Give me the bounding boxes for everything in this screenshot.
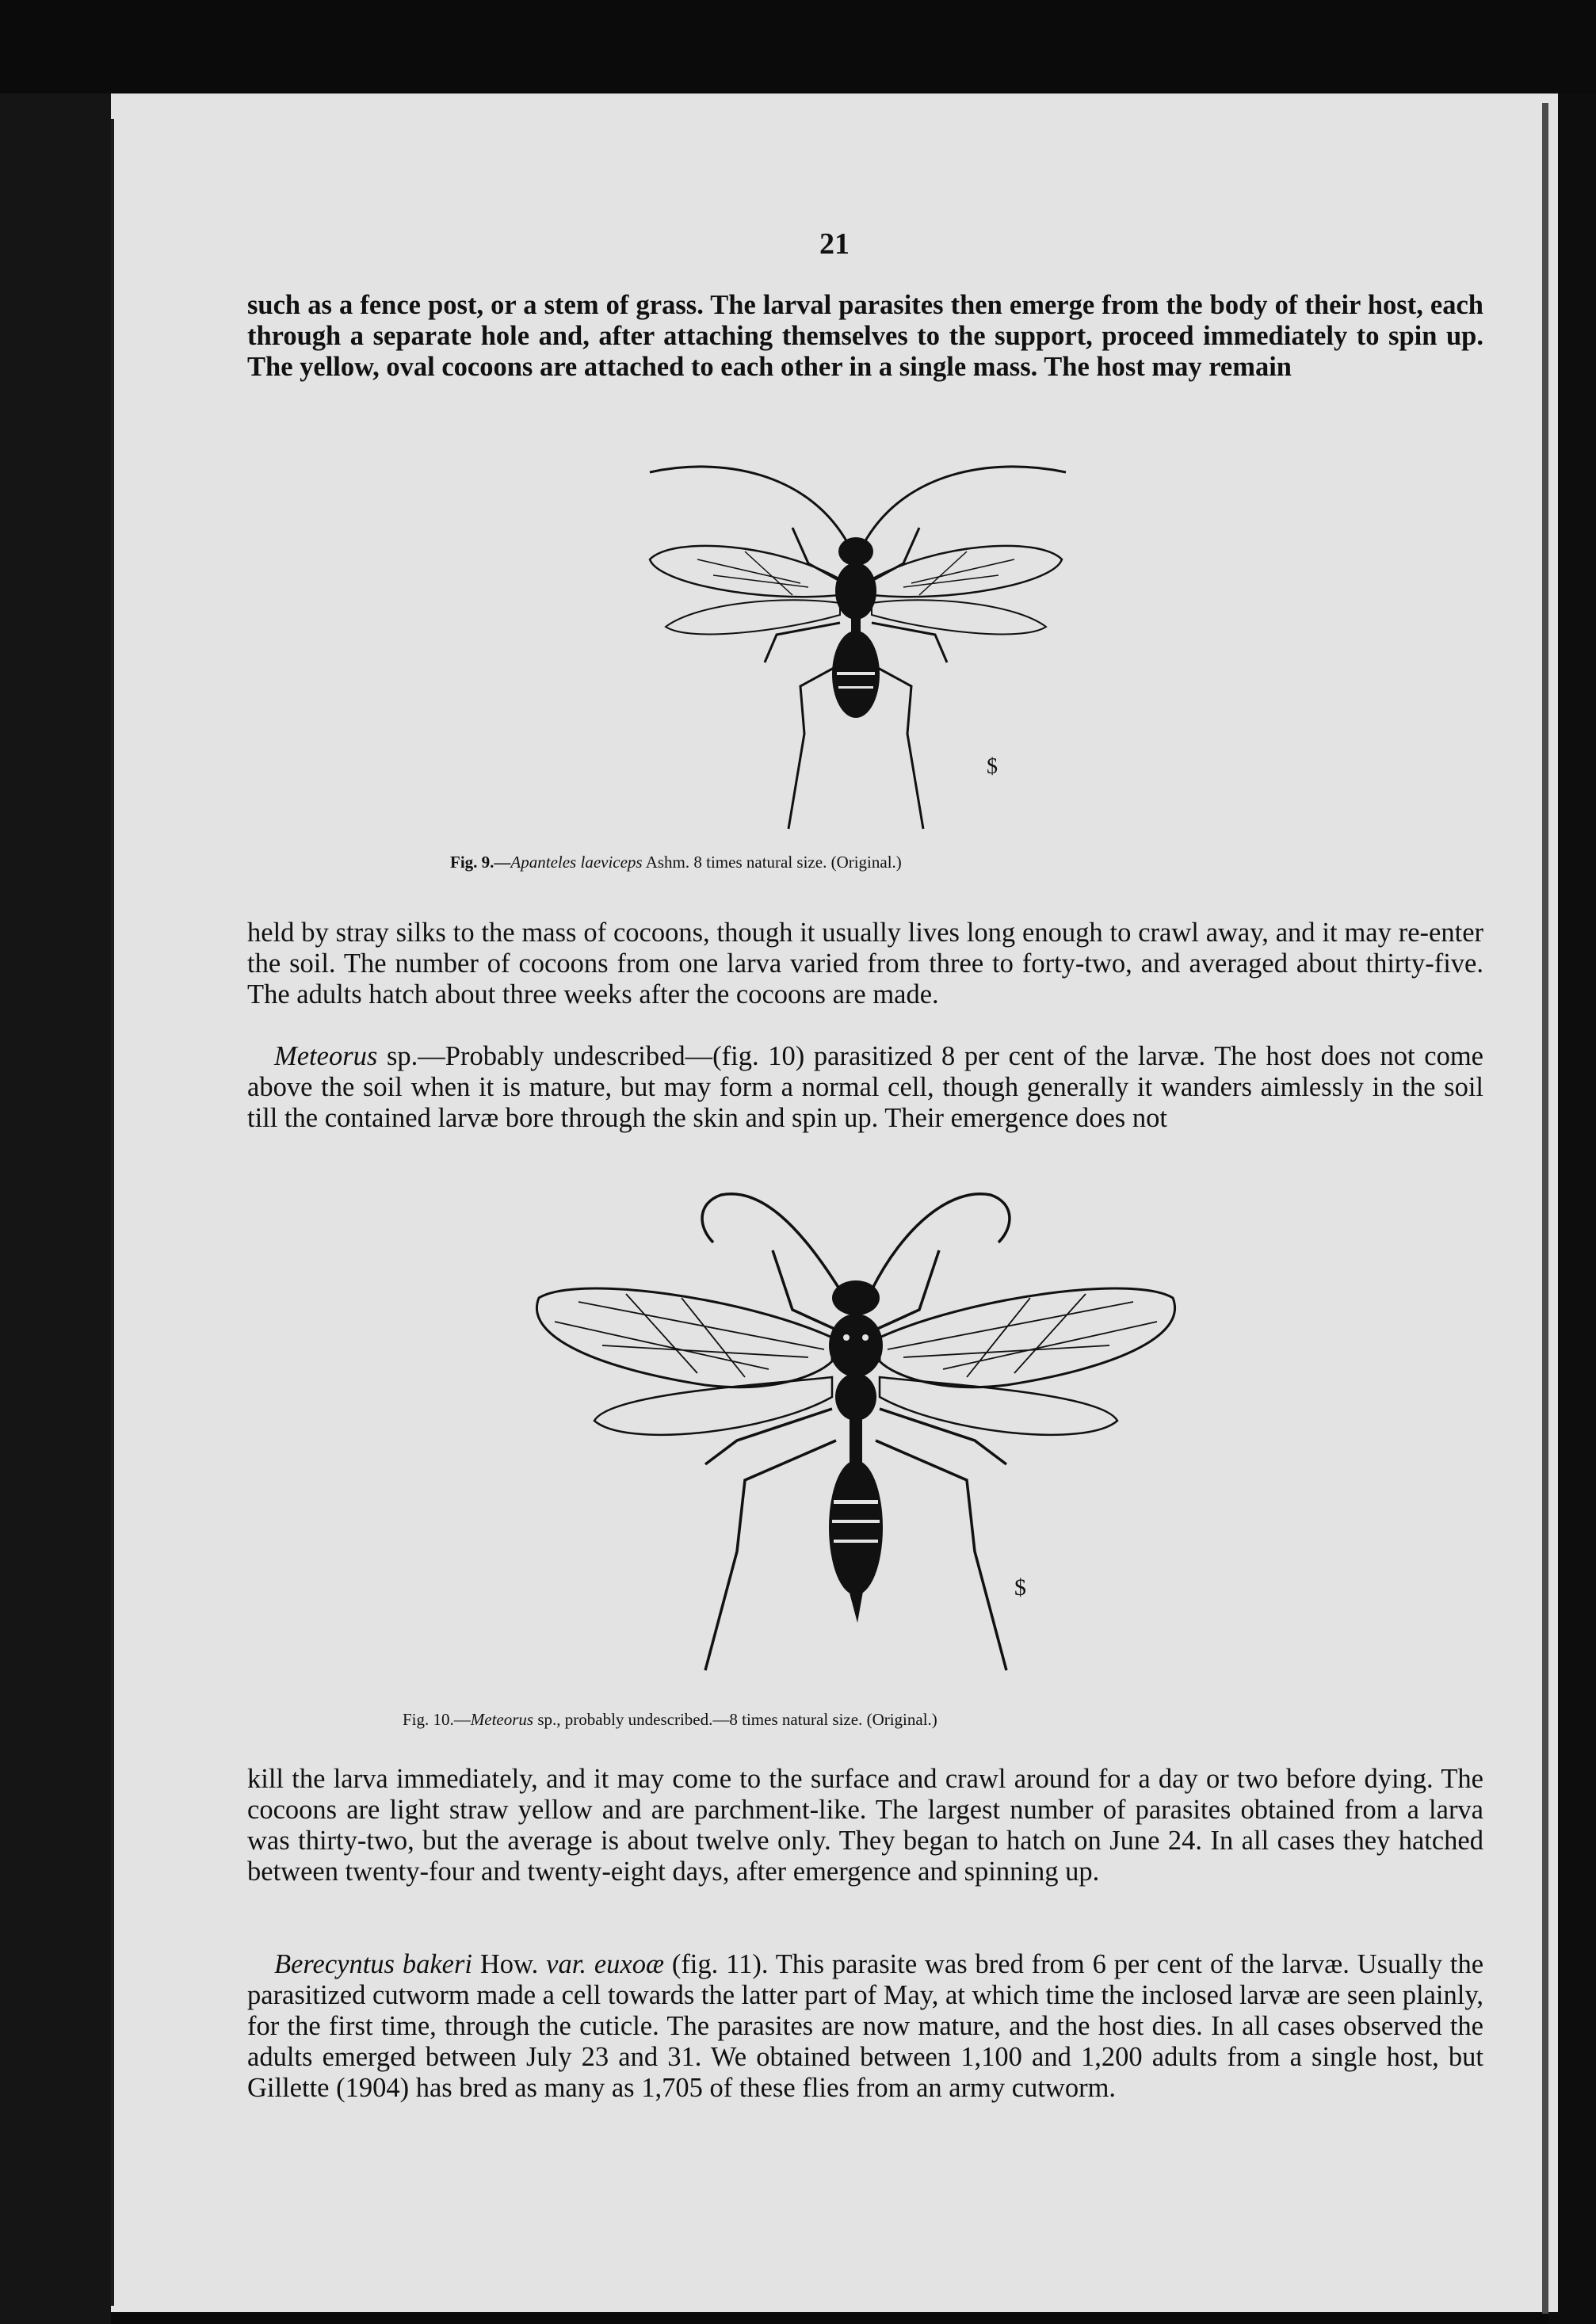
scan-top-border xyxy=(0,0,1596,93)
variety-name: var. euxoæ xyxy=(546,1949,664,1979)
fig9-wasp-illustration xyxy=(602,425,1109,845)
fig10-wasp-illustration xyxy=(507,1179,1205,1686)
author-abbrev: How. xyxy=(472,1949,547,1979)
fig10-caption xyxy=(403,1710,937,1730)
bottom-paragraph-2 xyxy=(247,1949,1483,2104)
middle-paragraph-2-text: sp.—Probably undescribed—(fig. 10) parasitized 8 per cent of the larvæ. The host does not come above the soil when it is mature, but may form a normal cell, though generally it wanders aimlessly in the soil till the contained larvæ bore through the skin and spin up. Their emergence does not xyxy=(247,1041,1483,1133)
fig10-label: Fig. 10.— xyxy=(403,1710,471,1729)
bottom-paragraph-2-text: (fig. 11). This parasite was bred from 6 per cent of the larvæ. Usually the parasitized cutworm made a cell towards the latter part of May, at which time the inclosed larvæ are seen plainly, for the first time, through the cuticle. The parasites are now mature, and the host dies. In all cases observed the adults emerged between July 23 and 31. We obtained between 1,100 and 1,200 adults from a single host, but Gillette (1904) has bred as many as 1,705 of these flies from an army cutworm. xyxy=(247,1949,1484,2103)
page-left-edge xyxy=(111,119,114,2306)
page-right-edge xyxy=(1542,103,1548,2314)
fig9-caption xyxy=(450,853,902,872)
svg-text:$: $ xyxy=(987,754,998,779)
bottom-paragraph-1: kill the larva immediately, and it may come to the surface and crawl around for a day or two before dying. The cocoons are light straw yellow and are parchment-like. The largest number of parasites obtained from a larva was thirty-two, but the average is about twelve only. They began to hatch on June 24. In all cases they hatched between twenty-four and twenty-eight days, after emergence and spinning up. xyxy=(247,1764,1483,1887)
fig9-caption-rest: Ashm. 8 times natural size. (Original.) xyxy=(642,853,902,872)
middle-paragraph-1: held by stray silks to the mass of cocoons, though it usually lives long enough to crawl away, and it may re-enter the soil. The number of cocoons from one larva varied from three to forty-two, and averaged about thirty-five. The adults hatch about three weeks after the cocoons are made. xyxy=(247,918,1483,1009)
middle-paragraph-2 xyxy=(247,1041,1483,1134)
berecyntus-species: Berecyntus bakeri xyxy=(274,1949,472,1979)
scan-left-border xyxy=(0,93,111,2324)
meteorus-genus: Meteorus xyxy=(274,1041,378,1071)
page-number: 21 xyxy=(819,227,850,261)
fig10-caption-rest: sp., probably undescribed.—8 times natural size. (Original.) xyxy=(533,1710,937,1729)
top-paragraph: such as a fence post, or a stem of grass. The larval parasites then emerge from the body of their host, each through a separate hole and, after attaching themselves to the support, proceed immediately to spin up. The yellow, oval cocoons are attached to each other in a single mass. The host may remain xyxy=(247,290,1483,382)
fig9-label: Fig. 9.— xyxy=(450,853,511,872)
document-page xyxy=(111,93,1558,2312)
svg-text:$: $ xyxy=(1014,1574,1026,1601)
fig9-species: Apanteles laeviceps xyxy=(510,853,643,872)
fig10-genus: Meteorus xyxy=(470,1710,534,1729)
